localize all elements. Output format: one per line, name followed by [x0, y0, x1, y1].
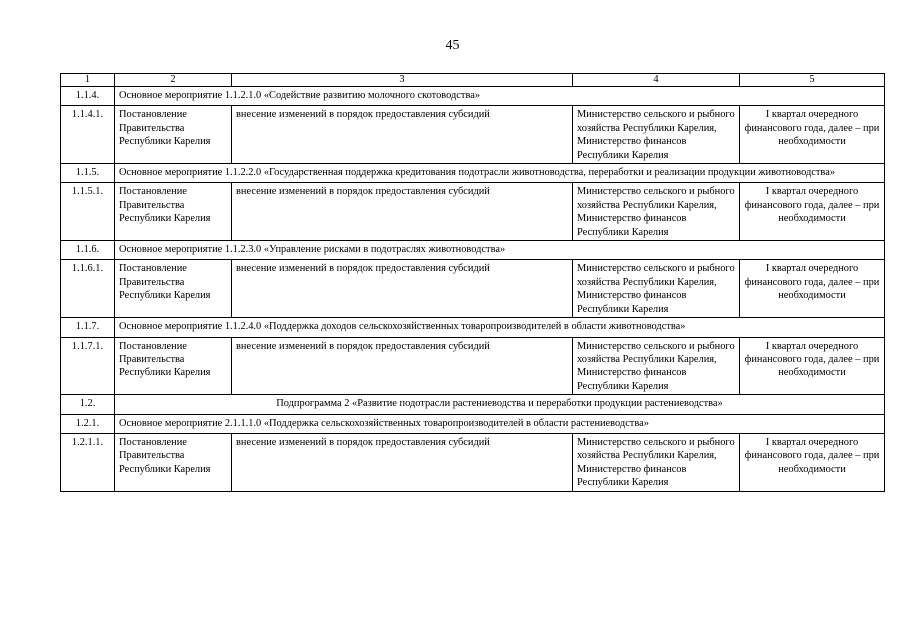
column-header: 3 [232, 74, 573, 87]
row-number: 1.1.4.1. [61, 106, 115, 164]
document-type-cell: Постановление Правительства Республики Карелия [115, 106, 232, 164]
row-number: 1.1.7. [61, 318, 115, 337]
column-header: 1 [61, 74, 115, 87]
subprogram-title-cell: Подпрограмма 2 «Развитие подотрасли растениеводства и переработки продукции растениеводства» [115, 395, 885, 414]
row-number: 1.2.1.1. [61, 433, 115, 491]
executor-cell: Министерство сельского и рыбного хозяйства Республики Карелия, Министерство финансов Республики Карелия [573, 337, 740, 395]
row-number: 1.1.5.1. [61, 183, 115, 241]
measures-table [60, 73, 885, 492]
row-number: 1.1.7.1. [61, 337, 115, 395]
deadline-cell: I квартал очередного финансового года, далее – при необходимости [740, 433, 885, 491]
deadline-cell: I квартал очередного финансового года, далее – при необходимости [740, 337, 885, 395]
action-cell: внесение изменений в порядок предоставления субсидий [232, 337, 573, 395]
main-measure-title-cell: Основное мероприятие 1.1.2.2.0 «Государственная поддержка кредитования подотрасли животноводства, переработки и реализации продукции животноводства» [115, 164, 885, 183]
executor-cell: Министерство сельского и рыбного хозяйства Республики Карелия, Министерство финансов Республики Карелия [573, 260, 740, 318]
table-header-row [61, 74, 885, 87]
table-row-main-measure [61, 414, 885, 433]
executor-cell: Министерство сельского и рыбного хозяйства Республики Карелия, Министерство финансов Республики Карелия [573, 433, 740, 491]
row-number: 1.1.6.1. [61, 260, 115, 318]
deadline-cell: I квартал очередного финансового года, далее – при необходимости [740, 183, 885, 241]
table-row-main-measure [61, 164, 885, 183]
document-type-cell: Постановление Правительства Республики Карелия [115, 183, 232, 241]
column-header: 4 [573, 74, 740, 87]
table-row-detail [61, 260, 885, 318]
column-header: 5 [740, 74, 885, 87]
action-cell: внесение изменений в порядок предоставления субсидий [232, 433, 573, 491]
table-row-main-measure [61, 241, 885, 260]
row-number: 1.2.1. [61, 414, 115, 433]
table-row-main-measure [61, 87, 885, 106]
document-type-cell: Постановление Правительства Республики Карелия [115, 337, 232, 395]
column-header: 2 [115, 74, 232, 87]
table-row-detail [61, 337, 885, 395]
table-row-detail [61, 433, 885, 491]
main-measure-title-cell: Основное мероприятие 1.1.2.3.0 «Управление рисками в подотраслях животноводства» [115, 241, 885, 260]
executor-cell: Министерство сельского и рыбного хозяйства Республики Карелия, Министерство финансов Республики Карелия [573, 183, 740, 241]
main-measure-title-cell: Основное мероприятие 2.1.1.1.0 «Поддержка сельскохозяйственных товаропроизводителей в области растениеводства» [115, 414, 885, 433]
document-type-cell: Постановление Правительства Республики Карелия [115, 260, 232, 318]
table-row-detail [61, 106, 885, 164]
deadline-cell: I квартал очередного финансового года, далее – при необходимости [740, 260, 885, 318]
action-cell: внесение изменений в порядок предоставления субсидий [232, 106, 573, 164]
row-number: 1.2. [61, 395, 115, 414]
main-measure-title-cell: Основное мероприятие 1.1.2.4.0 «Поддержка доходов сельскохозяйственных товаропроизводителей в области животноводства» [115, 318, 885, 337]
row-number: 1.1.6. [61, 241, 115, 260]
page-number: 45 [445, 38, 460, 53]
table-row-subprogram [61, 395, 885, 414]
executor-cell: Министерство сельского и рыбного хозяйства Республики Карелия, Министерство финансов Республики Карелия [573, 106, 740, 164]
table-row-main-measure [61, 318, 885, 337]
main-measure-title-cell: Основное мероприятие 1.1.2.1.0 «Содействие развитию молочного скотоводства» [115, 87, 885, 106]
row-number: 1.1.4. [61, 87, 115, 106]
deadline-cell: I квартал очередного финансового года, далее – при необходимости [740, 106, 885, 164]
action-cell: внесение изменений в порядок предоставления субсидий [232, 260, 573, 318]
table-row-detail [61, 183, 885, 241]
document-type-cell: Постановление Правительства Республики Карелия [115, 433, 232, 491]
action-cell: внесение изменений в порядок предоставления субсидий [232, 183, 573, 241]
row-number: 1.1.5. [61, 164, 115, 183]
